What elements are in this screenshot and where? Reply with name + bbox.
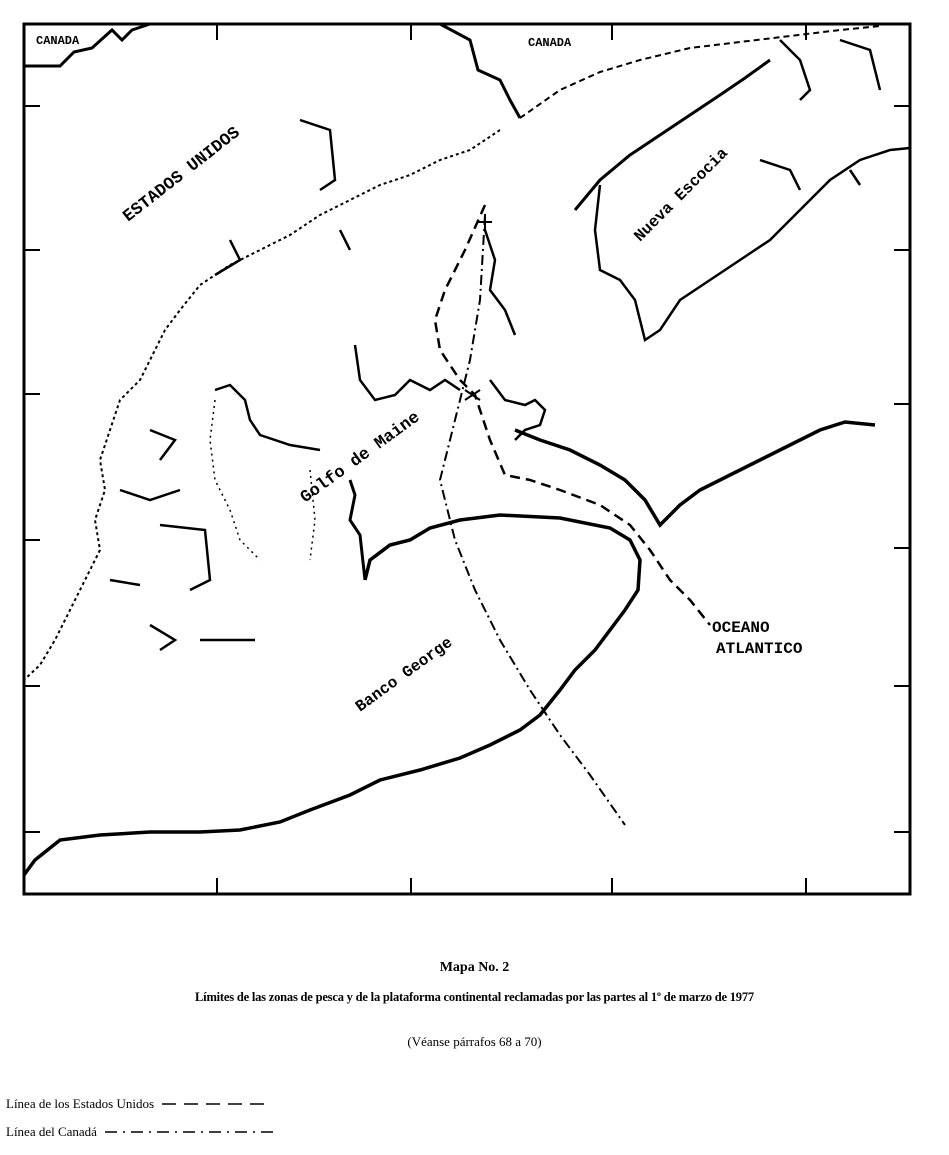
cape-cod-coast xyxy=(215,385,320,450)
legend-label-united-states: Línea de los Estados Unidos xyxy=(6,1096,155,1111)
legend-swatch-dashed xyxy=(162,1099,272,1109)
label-canada-right: CANADA xyxy=(528,36,572,50)
map-subtitle: Límites de las zonas de pesca y de la plataforma continental reclamadas por las partes al 1º de marzo de 1977 xyxy=(195,990,754,1004)
nova-scotia-coast xyxy=(575,60,770,210)
label-atlantico: ATLANTICO xyxy=(716,640,803,658)
nova-scotia-coast-detail xyxy=(760,40,880,190)
united-states-line xyxy=(435,205,710,625)
international-border xyxy=(24,24,520,118)
gulf-channel xyxy=(485,230,545,440)
legend-label-canada: Línea del Canadá xyxy=(6,1124,97,1139)
label-banco-george: Banco George xyxy=(352,633,457,717)
map-frame xyxy=(24,24,910,894)
border-dotted xyxy=(520,26,880,118)
label-canada-left: CANADA xyxy=(36,34,80,48)
shelf-edge xyxy=(515,422,875,525)
label-estados-unidos: ESTADOS UNIDOS xyxy=(119,123,245,227)
bay-dotted xyxy=(210,400,315,560)
georges-bank-west xyxy=(350,480,365,580)
gulf-contour xyxy=(355,345,460,400)
label-oceano: OCEANO xyxy=(712,619,770,637)
legend-item-united-states xyxy=(6,1096,272,1112)
georges-bank-north xyxy=(24,515,640,875)
map-title: Mapa No. 2 xyxy=(439,960,510,975)
map-reference: (Véanse párrafos 68 a 70) xyxy=(407,1034,542,1049)
us-coastline xyxy=(24,130,500,680)
label-golfo-de-maine: Golfo de Maine xyxy=(297,408,425,508)
legend-item-canada xyxy=(6,1124,275,1140)
graticule-ticks xyxy=(24,24,910,894)
legend-swatch-dash-dot xyxy=(105,1127,275,1137)
label-nueva-escocia: Nueva Escocia xyxy=(630,144,732,246)
